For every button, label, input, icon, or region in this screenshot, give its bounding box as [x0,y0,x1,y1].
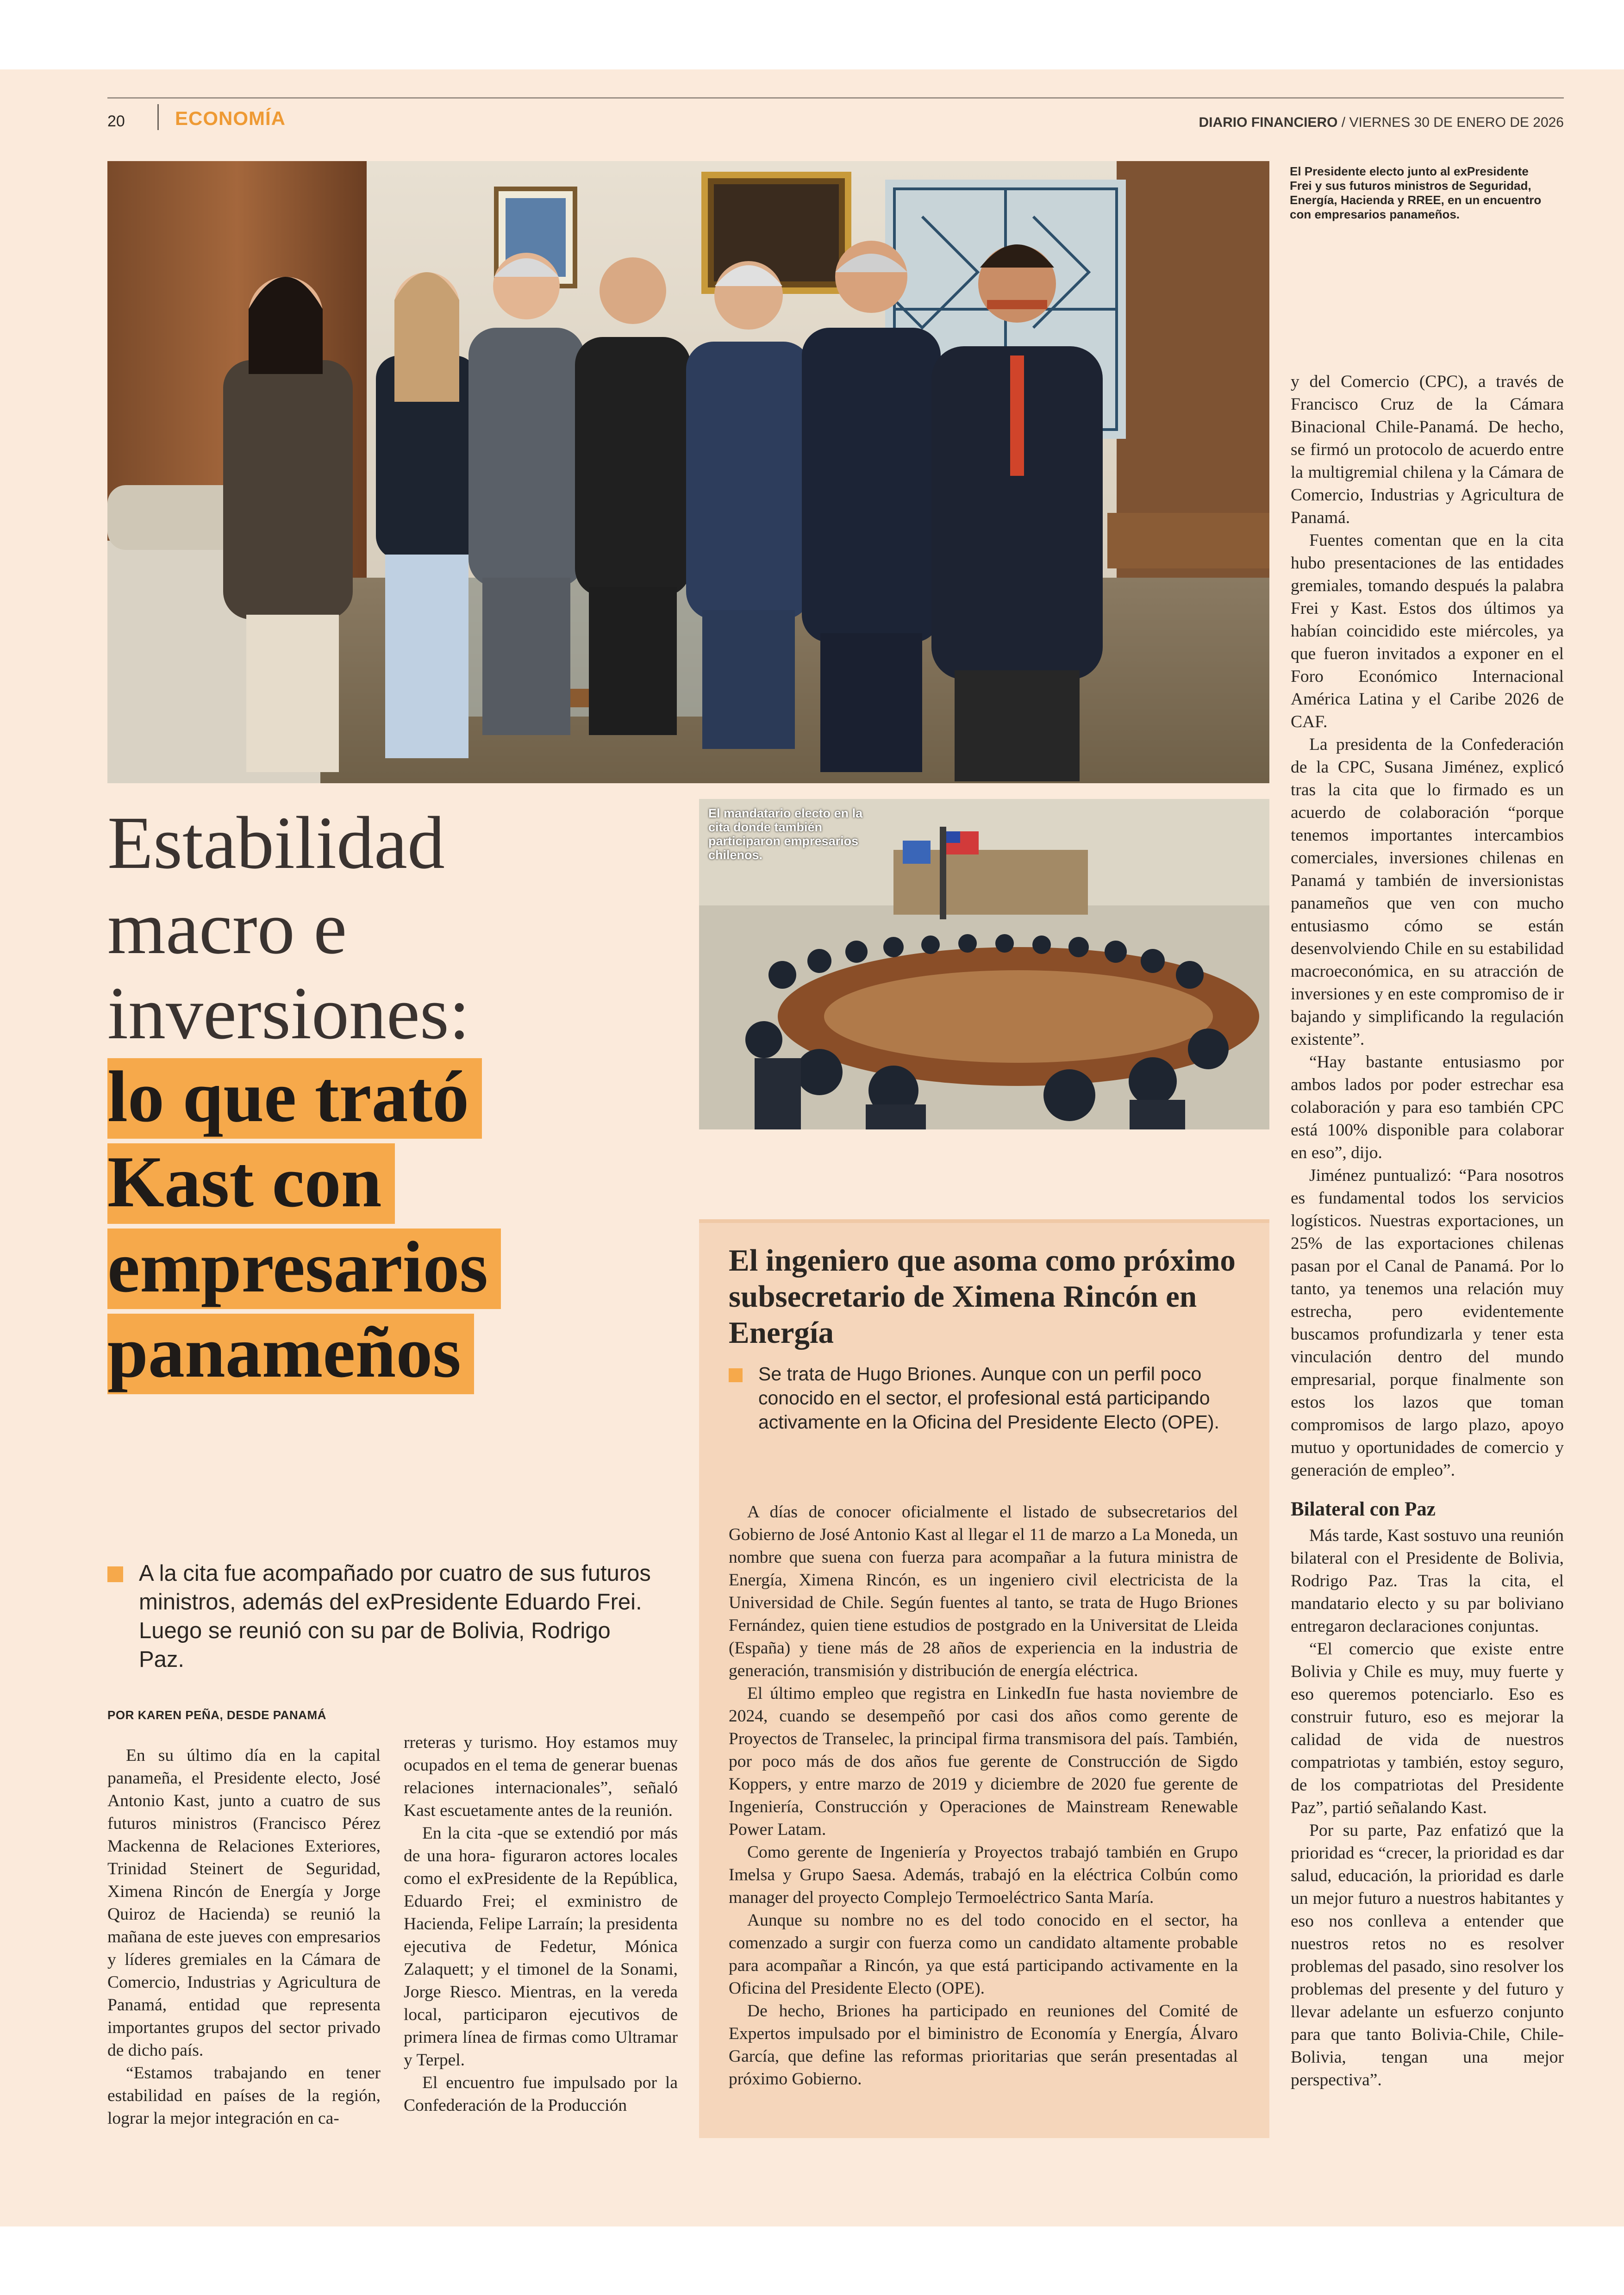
headline-bold-line: lo que trató [107,1058,482,1139]
paragraph: Fuentes comentan que en la cita hubo presentaciones de las entidades gremiales, tomando después la palabra Frei y Kast. Estos dos últimos ya habían coincidido este miércoles, ya que fueron invitados a exponer en el Foro Económico Internacional América Latina y el Caribe 2026 de CAF. [1291,531,1564,731]
paragraph: A días de conocer oficialmente el listado de subsecretarios del Gobierno de José Antonio Kast al llegar el 11 de marzo a La Moneda, un nombre que suena con fuerza para acompañar a la futura ministra de Energía, Ximena Rincón, es un ingeniero civil electricista de la Universidad de Chile. Según fuentes al tanto, se trata de Hugo Briones Fernández, quien tiene estudios de postgrado en la Universitat de Lleida (España) y tiene más de 28 años de experiencia en la industria de generación, transmisión y distribución de energía eléctrica. [729,1503,1238,1680]
headline-bold-line: empresarios [107,1229,501,1309]
main-photo-caption: El Presidente electo junto al exPresidente Frei y sus futuros ministros de Seguridad, Energía, Hacienda y RREE, en un encuentro con empresarios panameños. [1290,164,1542,221]
photo-group-meeting [107,161,1269,783]
paragraph: Aunque su nombre no es del todo conocido en el sector, ha comenzado a surgir con fuerza como un candidato altamente probable para acompañar a Rincón, ya que está participando activamente en la Oficina del Presidente Electo (OPE). [729,1911,1238,1998]
sidebar-title: El ingeniero que asoma como próximo subsecretario de Ximena Rincón en Energía [729,1243,1236,1350]
paragraph: Más tarde, Kast sostuvo una reunión bilateral con el Presidente de Bolivia, Rodrigo Paz. Tras la cita, el mandatario electo y su par boliviano entregaron declaraciones conjuntas. [1291,1526,1564,1636]
paragraph: El encuentro fue impulsado por la Confederación de la Producción [404,2073,678,2115]
sidebar-lead [729,1362,1238,1434]
sidebar-lead-text: Se trata de Hugo Briones. Aunque con un perfil poco conocido en el sector, el profesional está participando activamente en la Oficina del Presidente Electo (OPE). [758,1363,1219,1433]
paragraph: “El comercio que existe entre Bolivia y Chile es muy, muy fuerte y eso queremos potenciarlo. Eso es construir futuro, eso es mejorar la calidad de vida de nuestros compatriotas y también, estoy seguro, de los compatriotas del Presidente Paz”, partió señalando Kast. [1291,1640,1564,1817]
paragraph: y del Comercio (CPC), a través de Francisco Cruz de la Cámara Binacional Chile-Panamá. De hecho, se firmó un protocolo de acuerdo entre la multigremial chilena y la Cámara de Comercio, Industrias y Agricultura de Panamá. [1291,372,1564,527]
page-bottom-margin [0,2226,1624,2295]
subheading: Bilateral con Paz [1291,1498,1436,1520]
article-lead [107,1559,654,1674]
headline-light: Estabilidad macro e inversiones: [107,802,470,1055]
headline [107,801,681,1399]
meeting-photo-caption: El mandatario electo en la cita donde también participaron empresarios chilenos. [708,806,863,862]
paragraph: “Estamos trabajando en tener estabilidad en países de la región, lograr la mejor integración en ca- [107,2064,381,2128]
paragraph: Jiménez puntualizó: “Para nosotros es fundamental todos los servicios logísticos. Nuestras exportaciones, un 25% de las exportaciones chilenas pasan por el Canal de Panamá. Por lo tanto, ya tenemos una relación muy estrecha, pero evidentemente buscamos profundizarla y tener esta vinculación dentro del mundo empresarial, porque finalmente son estos los lazos que toman compromisos de largo plazo, apoyo mutuo y oportunidades de comercio y generación de empleo”. [1291,1166,1564,1480]
byline: POR KAREN PEÑA, DESDE PANAMÁ [107,1708,326,1722]
sidebar-body [729,1501,1238,2090]
sidebar-bullet-square [729,1368,743,1382]
body-column-right [1291,370,1564,2091]
lead-bullet-square [107,1566,123,1582]
paragraph: El último empleo que registra en LinkedIn fue hasta noviembre de 2024, cuando se desempeñó por casi dos años como gerente de Proyectos de Transelec, la principal firma transmisora del país. También, por poco más de dos años fue gerente de Construcción de Sigdo Koppers, y entre marzo de 2019 y diciembre de 2020 fue gerente de Ingeniería, Construcción y Operaciones de Mainstream Renewable Power Latam. [729,1684,1238,1839]
body-column-2 [404,1731,678,2117]
body-column-1 [107,1744,381,2130]
page-number: 20 [107,112,125,130]
paragraph: “Hay bastante entusiasmo por ambos lados por poder estrechar esa colaboración y para eso también CPC está 100% disponible para colaborar en eso”, dijo. [1291,1053,1564,1162]
paragraph: De hecho, Briones ha participado en reuniones del Comité de Expertos impulsado por el biministro de Economía y Energía, Álvaro García, que define las reformas prioritarias que serán presentadas al próximo Gobierno. [729,2002,1238,2089]
paragraph: En la cita -que se extendió por más de una hora- figuraron actores locales como el exPresidente de la República, Eduardo Frei; el exministro de Hacienda, Felipe Larraín; la presidenta ejecutiva de Fedetur, Mónica Zalaquett; y el timonel de la Sonami, Jorge Riesco. Mientras, en la vereda local, participaron ejecutivos de primera línea de firmas como Ultramar y Terpel. [404,1824,678,2070]
section-divider [157,104,159,130]
paragraph: Por su parte, Paz enfatizó que la prioridad es “crecer, la prioridad es dar salud, educación, la prioridad es darle un mejor futuro a nuestros habitantes y eso nos conlleva a entender que nuestros retos no es resolver problemas del pasado, sino resolver los problemas del presente y del futuro y llevar adelante un esfuerzo conjunto para que tanto Bolivia-Chile, Chile-Bolivia, tengan una mejor perspectiva”. [1291,1821,1564,2089]
headline-bold-line: panameños [107,1314,474,1394]
paragraph: Como gerente de Ingeniería y Proyectos trabajó también en Grupo Imelsa y Grupo Saesa. Además, trabajó en la eléctrica Colbún como manager del proyecto Complejo Termoeléctrico Santa María. [729,1843,1238,1907]
group-photo-illustration [107,161,1269,783]
paragraph: rreteras y turismo. Hoy estamos muy ocupados en el tema de generar buenas relaciones internacionales”, señaló Kast escuetamente antes de la reunión. [404,1733,678,1820]
masthead [1199,115,1564,131]
section-name: ECONOMÍA [175,107,286,129]
publication-name: DIARIO FINANCIERO [1199,115,1338,130]
paragraph: En su último día en la capital panameña, el Presidente electo, José Antonio Kast, junto a cuatro de sus futuros ministros (Francisco Pérez Mackenna de Relaciones Exteriores, Trinidad Steinert de Seguridad, Ximena Rincón de Energía y Jorge Quiroz de Hacienda) se reunió la mañana de este jueves con empresarios y líderes gremiales en la Cámara de Comercio, Industrias y Agricultura de Panamá, entidad que representa importantes grupos del sector privado de dicho país. [107,1746,381,2060]
headline-bold-line: Kast con [107,1143,395,1224]
paragraph: La presidenta de la Confederación de la CPC, Susana Jiménez, explicó tras la cita que lo firmado es un acuerdo de colaboración “porque tenemos importantes intercambios comerciales, inversiones chilenas en Panamá y también de inversionistas panameños que ven con mucho entusiasmo cómo se están desenvolviendo Chile en su estabilidad macroeconómica, en su atracción de inversiones y en este compromiso de ir bajando y simplificando la regulación existente”. [1291,735,1564,1049]
lead-text: A la cita fue acompañado por cuatro de sus futuros ministros, además del exPresidente Eduardo Frei. Luego se reunió con su par de Bolivia, Rodrigo Paz. [139,1561,651,1672]
sidebar-box [699,1219,1269,2138]
publication-date: / VIERNES 30 DE ENERO DE 2026 [1337,115,1564,130]
header-rule [107,97,1564,99]
headline-bold [107,1058,681,1399]
